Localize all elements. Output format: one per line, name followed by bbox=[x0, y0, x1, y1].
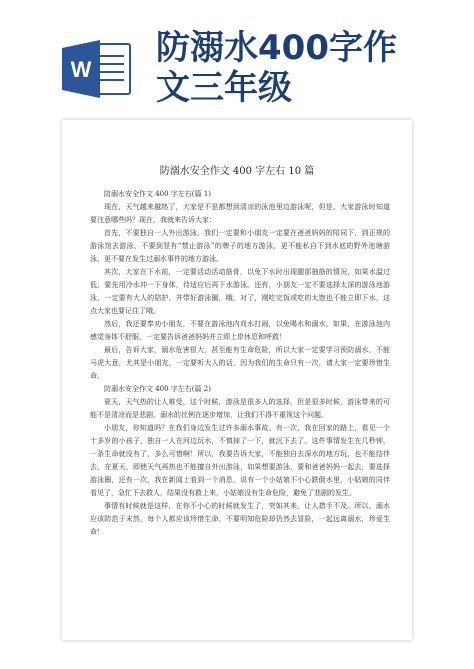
page-title-line-2: 文三年级 bbox=[156, 68, 292, 108]
document-paragraph: 小朋友，你知道吗？在我们身边发生过许多溺水事故。有一次，我在回家的路上，看见一个十多岁的小孩子，独自一人在河边玩水，不慎掉了一下，就沉下去了。这件事情发生在几秒钟，一条生命就没有了，多么可惜啊！所以，我要告诉大家，不能独自去深水的地方玩，也不能结伴去，在夏天，即使天气再热也不能擅自外出游泳，如果想要游泳，要和爸爸妈妈一起去，要选择游泳圈，还有一次，我在新闻上看到一个消息，说有一个小姑娘不小心跌倒水里，小姑娘的同伴看见了，急忙下去救人，结果没有救上来，小姑娘没有生命危险，避免了悲剧的发生。 bbox=[90, 424, 390, 497]
document-title: 防溺水安全作文 400 字左右 10 篇 bbox=[159, 166, 315, 177]
word-logo-letter: W bbox=[70, 57, 92, 82]
document-paragraph: 现在，天气越来越热了，大家是不是都想到清凉的泳池里边游泳呢，但是，大家游泳时知道要注意哪些吗？现在，我就来告诉大家： bbox=[90, 203, 390, 224]
document-paragraph: 首先，不要独自一人外出游泳，我们一定要和小朋友一定要在爸爸妈妈的陪同下，到正规的游泳馆去游泳，不要到竖有“禁止游泳”的牌子的地方游泳，更不能私自下到水底的野外池塘游泳，更不要在发生过溺水事件的地方游泳。 bbox=[90, 229, 390, 263]
page-title-line-1: 防溺水400字作 bbox=[156, 28, 397, 68]
page-title bbox=[156, 28, 468, 108]
document-paragraph: 最后，告诉大家，溺水危害很大，甚至能有生命危险，所以大家一定要学习预防溺水，不能马虎大意，尤其是小朋友，一定要听大人的话，因为我们的生命只有一次，请大家一定要珍惜生命。 bbox=[90, 346, 390, 380]
document-paragraph: 其次，大家在下水前，一定要活动活动筋骨，以免下水时出现腿部抽筋的情况，如果水温过低，要先用冷水冲一下身体，待适应后再下水游泳。还有，小朋友一定不要选择太深的游泳池游泳，一定要有大人的陪护，并带好游泳圈，哦，对了，刚吃完饭或吃的太饱也不能立即下水，这点大家也要记住了哦。 bbox=[90, 268, 390, 315]
document-paragraph: 然后，我还要奉劝小朋友，不要在游泳池内戏水打闹，以免喝水和溺水，如果，在游泳池内感觉身体不舒服，一定要告诉爸爸妈妈并立即上岸休息和呼救！ bbox=[90, 320, 390, 341]
document-paragraph: 夏天，天气热的让人难受，这个时候，游泳是很多人的选择，但是很多时候，游泳带来的可能不是清凉而是悲剧，溺水的比例在逐步增加，让我们不得不重视这个问题。 bbox=[90, 398, 390, 419]
document-body bbox=[90, 188, 390, 539]
document-paragraph: 事情有时候就是这样，在你不小心的时候就发生了，突如其来，让人措手不及。所以，溺水应该防范于未然，每个人都应该珍惜生命，不要明知危险却仍然去冒险，一起远离溺水，珍爱生命！ bbox=[90, 502, 390, 536]
header bbox=[0, 0, 474, 108]
word-document-icon bbox=[62, 40, 134, 98]
document-section-heading: 防溺水安全作文 400 字左右(篇 2) bbox=[104, 385, 211, 393]
document-page bbox=[62, 120, 412, 640]
document-section-heading: 防溺水安全作文 400 字左右(篇 1) bbox=[104, 190, 211, 198]
